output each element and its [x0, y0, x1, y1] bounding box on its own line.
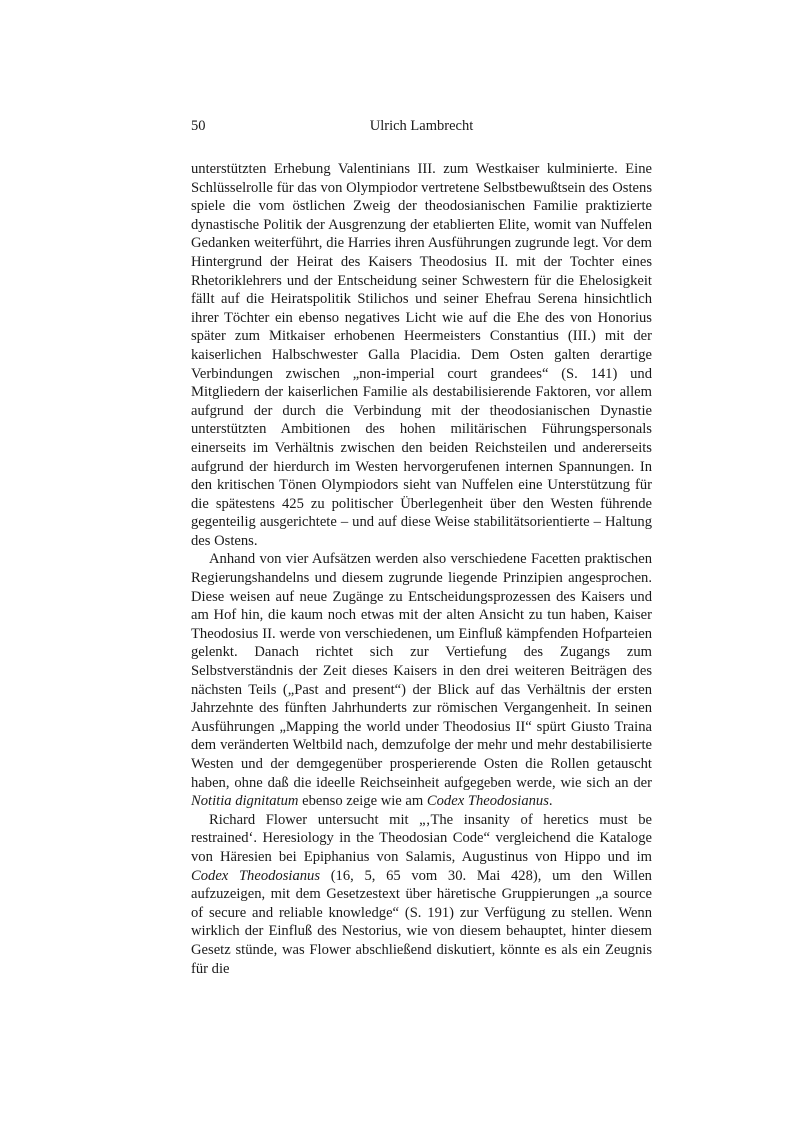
running-head: Ulrich Lambrecht: [369, 118, 474, 134]
paragraph-3: [191, 811, 652, 978]
paragraph-3-text: Richard Flower untersucht mit „‚The insanity of heretics must be restrained‘. Heresiology in the Theodosian Code“ vergleichend die Kataloge von Häresien bei Epiphanius von Salamis, Augustinus von Hippo und im: [191, 811, 652, 865]
paragraph-2: [191, 550, 652, 810]
paragraph-2-text-cont: ebenso zeige wie am: [298, 793, 427, 810]
notitia-dignitatum-title: Notitia dignitatum: [191, 793, 299, 810]
codex-theodosianus-title: Codex Theodosianus: [426, 793, 549, 810]
paragraph-1: [191, 160, 652, 550]
paragraph-1-text: unterstützten Erhebung Valentinians III. zum Westkaiser kulminierte. Eine Schlüsselrolle für das von Olympiodor vertretene Selbstbewußtsein des Ostens spiele die vom östlichen Zweig der theodosianischen Familie praktizierte dynastische Politik der Ausgrenzung der etablierten Elite, womit van Nuffelen Gedanken weiterführt, die Harries ihren Ausführungen zugrunde legt. Vor dem Hintergrund der Heirat des Kaisers Theodosius II. mit der Tochter eines Rhetoriklehrers und der Entscheidung seiner Schwestern für die Ehelosigkeit fällt auf die Heiratspolitik Stilichos und seiner Ehefrau Serena hinsichtlich ihrer Töchter ein ebenso negatives Licht wie auf die Ehe des von Honorius später zum Mitkaiser erhobenen Heermeisters Constantius (III.) mit der kaiserlichen Halbschwester Galla Placidia. Dem Osten galten derartige Verbindungen zwischen „non-imperial court grandees“ (S. 141) und Mitgliedern der kaiserlichen Familie als destabilisierende Faktoren, vor allem aufgrund der durch die Verbindung mit der theodosianischen Dynastie unterstützten Ambitionen des hohen militärischen Führungspersonals einerseits im Verhältnis zwischen den beiden Reichsteilen und andererseits aufgrund der hierdurch im Westen hervorgerufenen internen Spannungen. In den kritischen Tönen Olympiodors sieht van Nuffelen eine Unterstützung für die spätestens 425 zu politischer Überlegenheit über den Westen führende gegenteilig ausgerichtete – und auf diese Weise stabilitätsorientierte – Haltung des Ostens.: [191, 161, 652, 549]
paragraph-2-end: .: [548, 793, 553, 810]
paragraph-2-text: Anhand von vier Aufsätzen werden also verschiedene Facetten praktischen Regierungshandelns und diesem zugrunde liegende Prinzipien angesprochen. Diese weisen auf neue Zugänge zu Entscheidungsprozessen des Kaisers und am Hof hin, die kaum noch etwas mit der alten Ansicht zu tun haben, Kaiser Theodosius II. werde von verschiedenen, um Einfluß kämpfenden Hofparteien gelenkt. Danach richtet sich zur Vertiefung des Zugangs zum Selbstverständnis der Zeit dieses Kaisers in den drei weiteren Beiträgen des nächsten Teils („Past and present“) der Blick auf das Verhältnis der ersten Jahrzehnte des fünften Jahrhunderts zur römischen Vergangenheit. In seinen Ausführungen „Mapping the world under Theodosius II“ spürt Giusto Traina dem veränderten Weltbild nach, demzufolge der mehr und mehr destabilisierte Westen und der demgegenüber prosperierende Osten die Rollen getauscht haben, ohne daß die ideelle Reichseinheit aufgegeben werde, wie sich an der: [191, 551, 652, 791]
body-text: [191, 160, 652, 978]
paragraph-3-text-cont: (16, 5, 65 vom 30. Mai 428), um den Willen aufzuzeigen, mit dem Gesetzestext über häretische Gruppierungen „a source of secure and reliable knowledge“ (S. 191) zur Verfügung zu stellen. Wenn wirklich der Einfluß des Nestorius, wie von diesem behauptet, hinter diesem Gesetz stünde, was Flower abschließend diskutiert, könnte es als ein Zeugnis für die: [191, 867, 652, 977]
page-header: [191, 118, 652, 138]
page-number: 50: [191, 118, 206, 134]
codex-theodosianus-title: Codex Theodosianus: [191, 867, 321, 884]
